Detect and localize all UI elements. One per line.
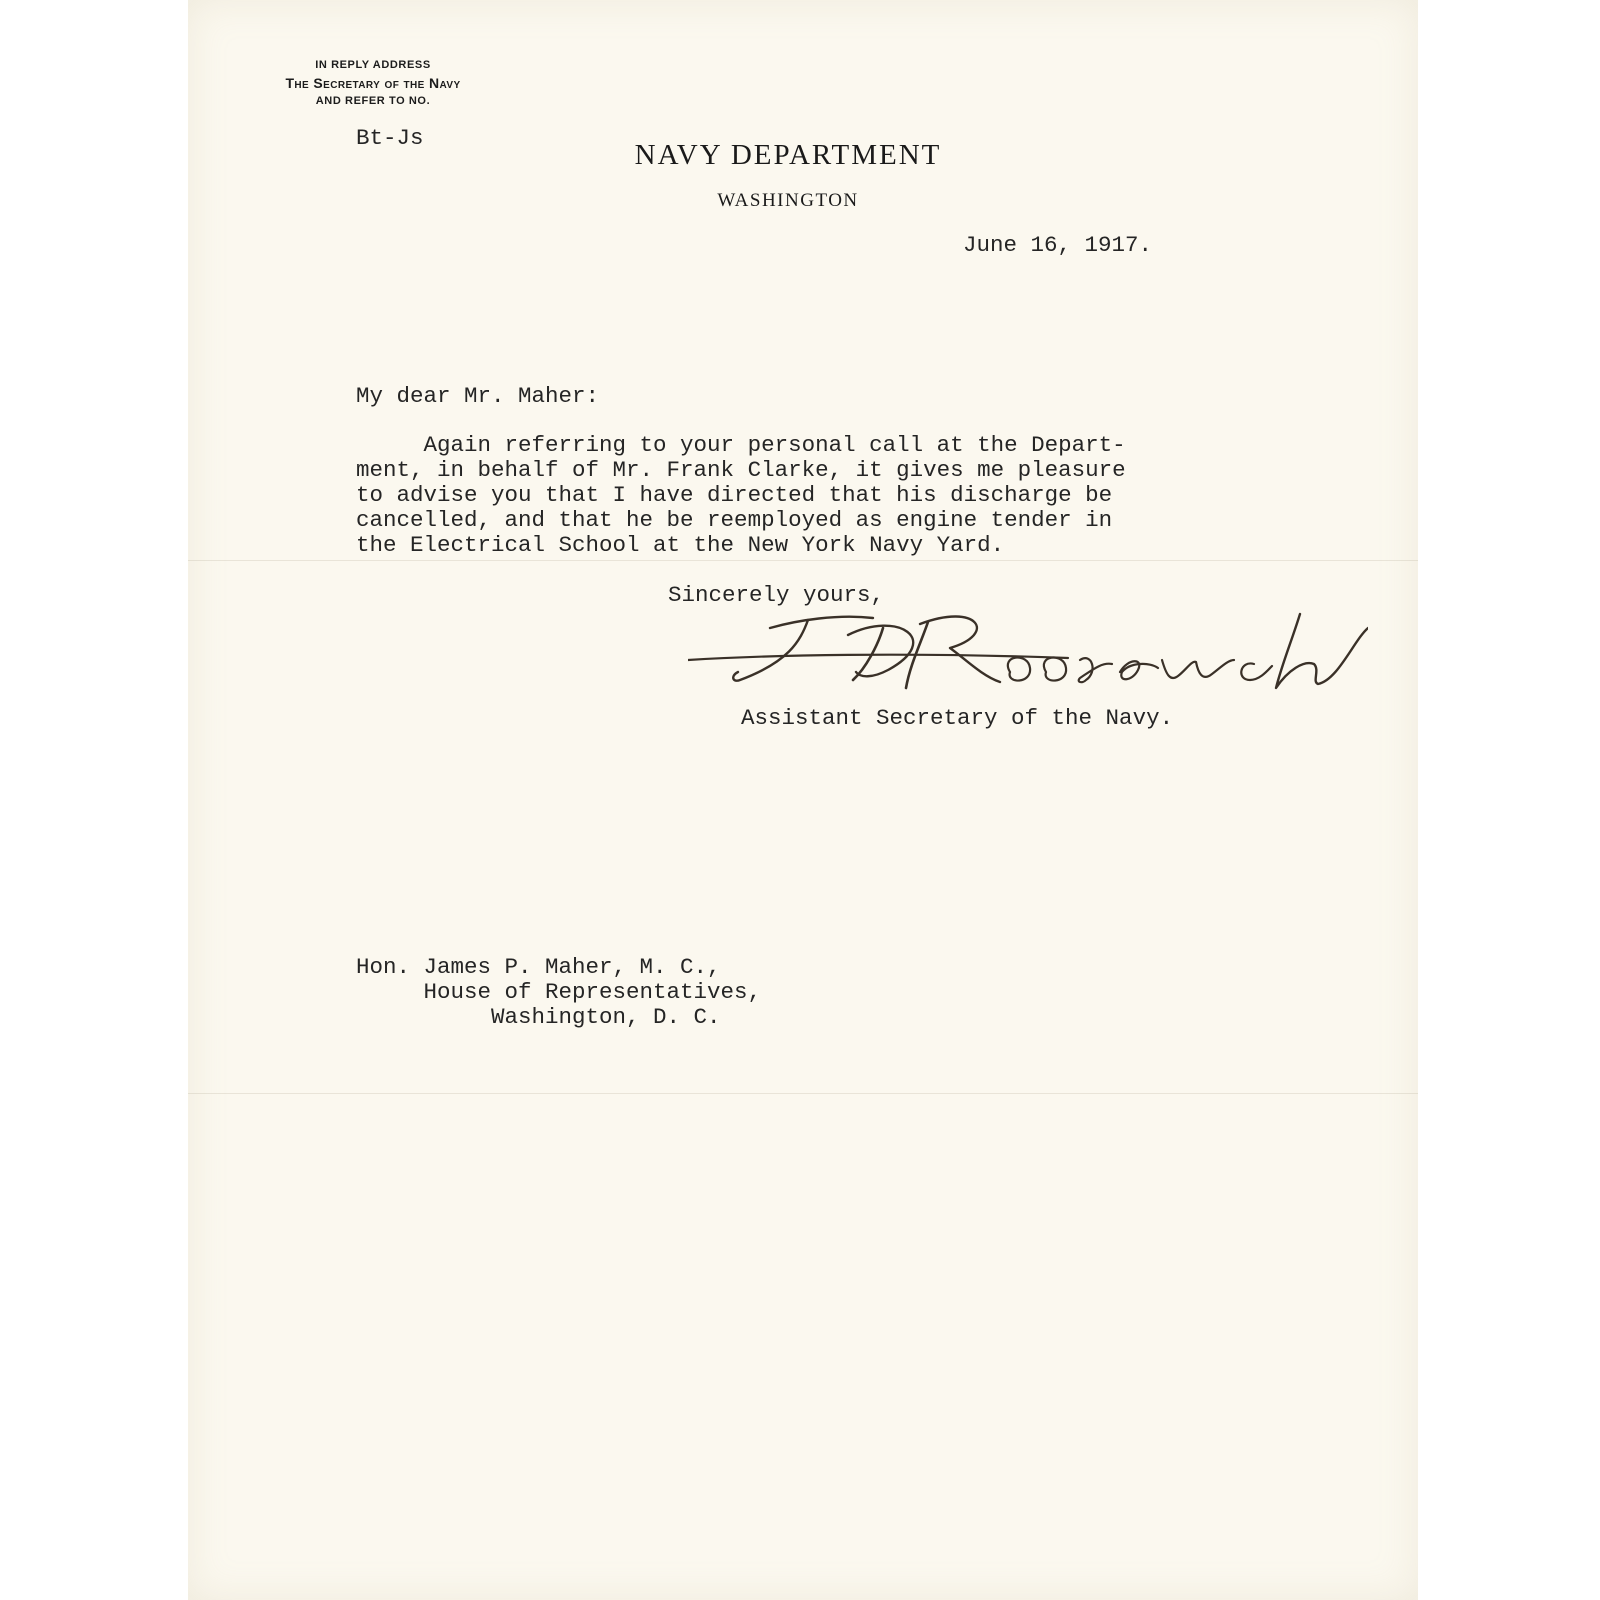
address-line: Washington, D. C. xyxy=(356,1004,721,1030)
address-line: House of Representatives, xyxy=(356,979,762,1005)
salutation: My dear Mr. Maher: xyxy=(356,383,600,409)
city-heading: WASHINGTON xyxy=(717,190,859,211)
signature xyxy=(688,600,1368,710)
letter-page xyxy=(188,0,1418,1600)
department-heading: NAVY DEPARTMENT xyxy=(634,139,942,171)
fold-line xyxy=(188,1093,1418,1094)
address-line: Hon. James P. Maher, M. C., xyxy=(356,954,721,980)
reply-address-block xyxy=(233,58,513,108)
signer-title: Assistant Secretary of the Navy. xyxy=(741,705,1174,731)
reply-line-1: IN REPLY ADDRESS xyxy=(315,59,431,71)
reference-number: Bt-Js xyxy=(356,125,424,151)
body-line: Again referring to your personal call at the Depart- xyxy=(356,432,1126,458)
body-line: to advise you that I have directed that his discharge be xyxy=(356,482,1113,508)
letter-body xyxy=(356,433,1126,558)
letter-date: June 16, 1917. xyxy=(963,232,1153,258)
body-line: ment, in behalf of Mr. Frank Clarke, it gives me pleasure xyxy=(356,457,1126,483)
reply-line-2: The Secretary of the Navy xyxy=(285,75,461,91)
closing: Sincerely yours, xyxy=(668,582,885,608)
recipient-address xyxy=(356,955,761,1030)
body-line: the Electrical School at the New York Navy Yard. xyxy=(356,532,1005,558)
reply-line-3: AND REFER TO NO. xyxy=(315,95,431,107)
body-line: cancelled, and that he be reemployed as engine tender in xyxy=(356,507,1113,533)
fold-line xyxy=(188,560,1418,561)
